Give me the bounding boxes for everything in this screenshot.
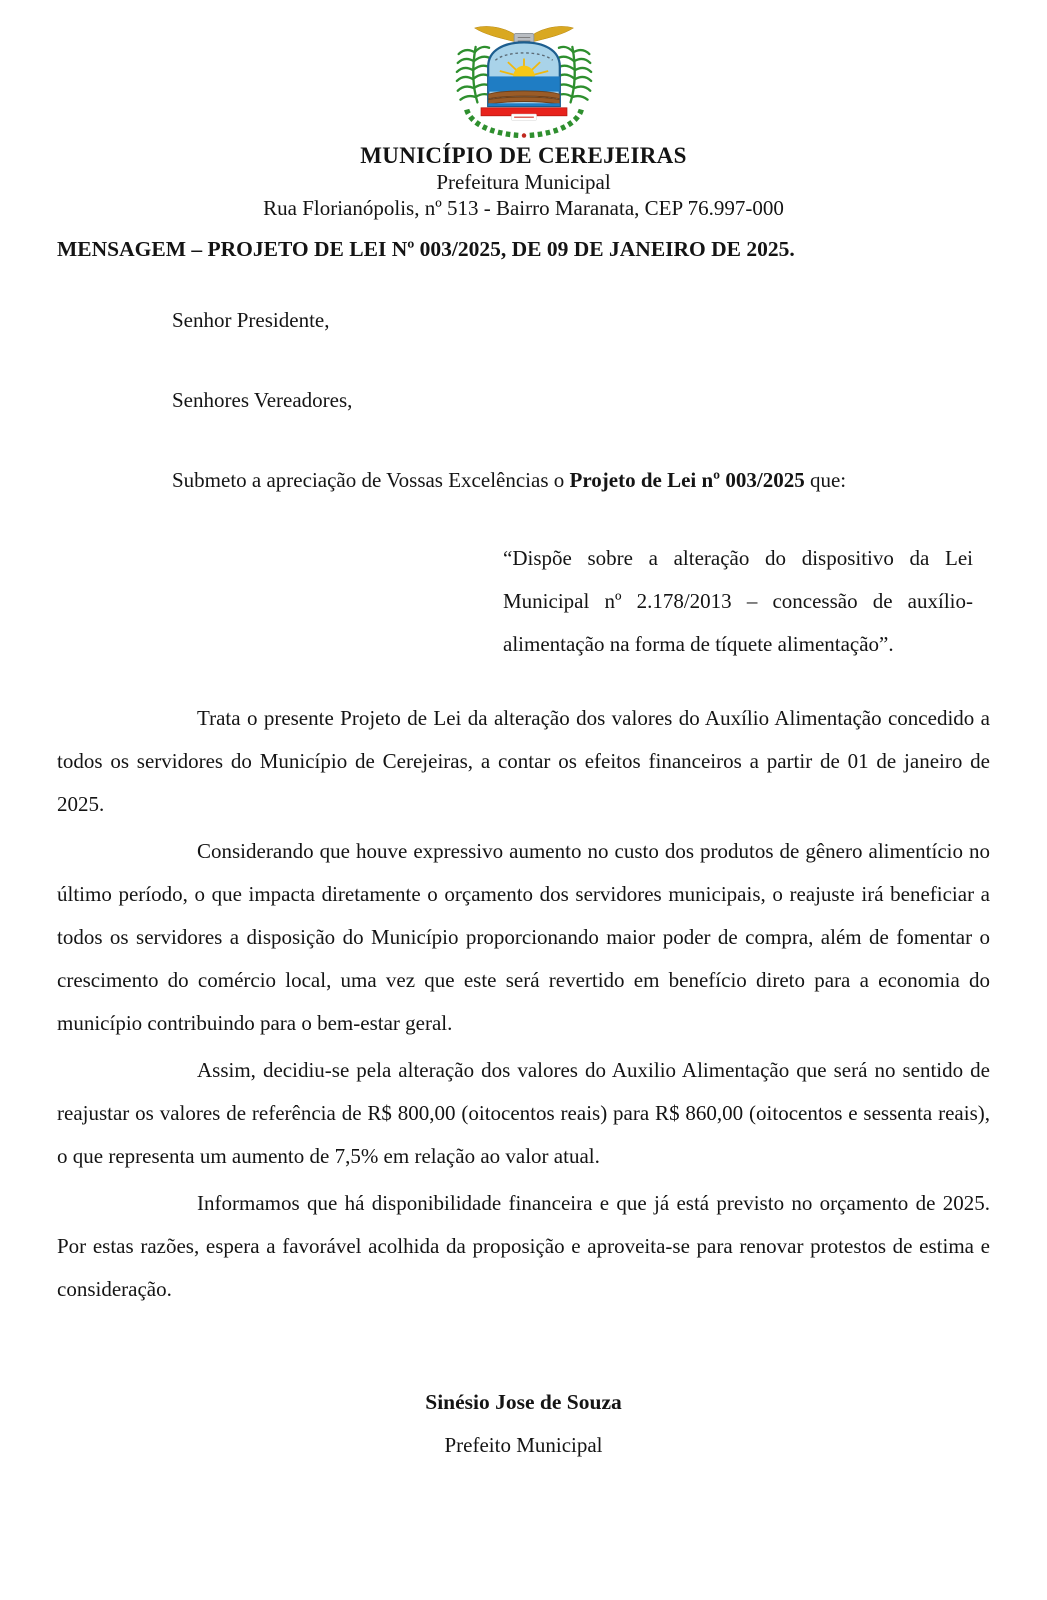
intro-law-reference: Projeto de Lei nº 003/2025: [569, 468, 805, 492]
body-paragraph-3: Assim, decidiu-se pela alteração dos valores do Auxilio Alimentação que será no sentido de reajustar os valores de referência de R$ 800,00 (oitocentos reais) para R$ 860,00 (oitocentos e sessenta reais), o que representa um aumento de 7,5% em relação ao valor atual.: [57, 1058, 990, 1168]
document-title: MENSAGEM – PROJETO DE LEI Nº 003/2025, DE 09 DE JANEIRO DE 2025.: [57, 237, 795, 261]
body-paragraph-1: Trata o presente Projeto de Lei da alteração dos valores do Auxílio Alimentação concedido a todos os servidores do Município de Cerejeiras, a contar os efeitos financeiros a partir de 01 de janeiro de 2025.: [57, 706, 990, 816]
intro-text-post: que:: [804, 468, 847, 492]
signature-block: [57, 1387, 990, 1460]
municipality-name: MUNICÍPIO DE CEREJEIRAS: [360, 143, 687, 168]
header-address: Rua Florianópolis, nº 513 - Bairro Maranata, CEP 76.997-000: [263, 196, 784, 220]
signature-role: Prefeito Municipal: [444, 1433, 603, 1457]
intro-paragraph: [57, 459, 990, 502]
header-department: Prefeitura Municipal: [436, 170, 611, 194]
signature-name: Sinésio Jose de Souza: [425, 1390, 622, 1414]
intro-text-pre: Submeto a apreciação de Vossas Excelências o: [172, 468, 570, 492]
document-header: [57, 20, 990, 221]
coat-of-arms-icon: [434, 20, 614, 140]
body-paragraph-4: Informamos que há disponibilidade financeira e que já está previsto no orçamento de 2025. Por estas razões, espera a favorável acolhida da proposição e aproveita-se para renovar protestos de estima e consideração.: [57, 1191, 990, 1301]
law-summary-quote: “Dispõe sobre a alteração do dispositivo da Lei Municipal nº 2.178/2013 – concessão de auxílio-alimentação na forma de tíquete alimentação”.: [503, 546, 973, 656]
municipal-coat-of-arms: [57, 20, 990, 140]
greeting-councilors: Senhores Vereadores,: [172, 388, 353, 412]
body-paragraph-2: Considerando que houve expressivo aumento no custo dos produtos de gênero alimentício no último período, o que impacta diretamente o orçamento dos servidores municipais, o reajuste irá beneficiar a todos os servidores a disposição do Município proporcionando maior poder de compra, além de fomentar o crescimento do comércio local, uma vez que este será revertido em benefício direto para a economia do município contribuindo para o bem-estar geral.: [57, 839, 990, 1035]
greeting-president: Senhor Presidente,: [172, 308, 330, 332]
